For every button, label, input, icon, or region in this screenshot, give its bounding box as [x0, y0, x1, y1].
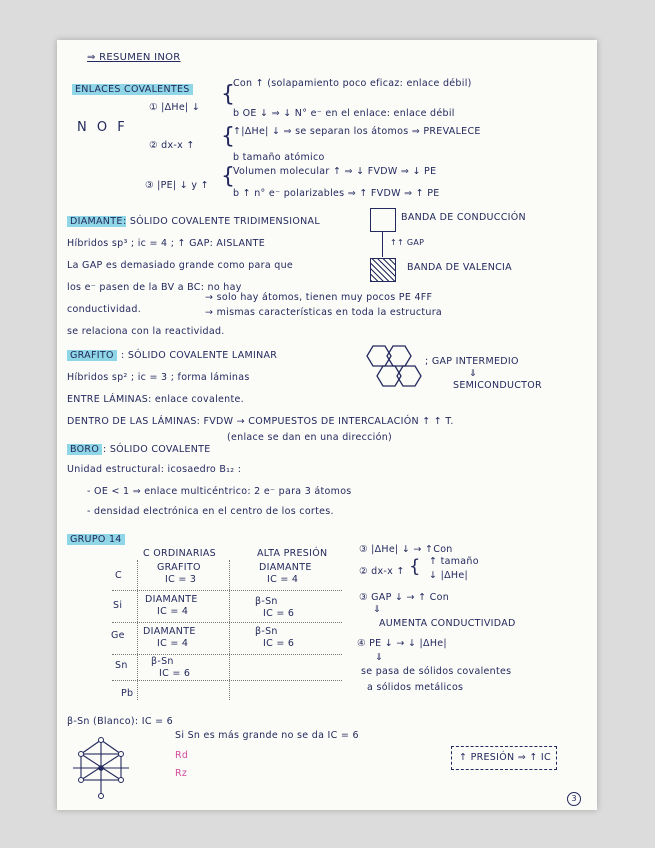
- grafito-gap2: SEMICONDUCTOR: [453, 380, 542, 391]
- diamante-l5a: → solo hay átomos, tienen muy pocos PE 4FF: [205, 292, 433, 303]
- brace-1: {: [221, 82, 235, 107]
- boro-l1: : SÓLIDO COVALENTE: [103, 444, 211, 455]
- row-ge-alt2: IC = 6: [263, 638, 295, 649]
- row-el-sn: Sn: [115, 660, 128, 671]
- row-c-alt1: DIAMANTE: [259, 562, 312, 573]
- trend-brace: {: [409, 556, 421, 577]
- trend-3b: AUMENTA CONDUCTIVIDAD: [379, 618, 516, 629]
- row-si-ord1: DIAMANTE: [145, 594, 198, 605]
- nof-label: N O F: [77, 120, 128, 135]
- octahedron-structure-icon: [73, 738, 133, 798]
- pressure-note: ↑ PRESIÓN ⇒ ↑ IC: [459, 752, 551, 763]
- trend-3-arrow: ⇓: [373, 604, 382, 615]
- diamante-l5: conductividad.: [67, 304, 142, 315]
- p1-a: Con ↑ (solapamiento poco eficaz: enlace débil): [233, 78, 472, 89]
- diamante-l2: Híbridos sp³ ; ic = 4 ; ↑ GAP: AISLANTE: [67, 238, 266, 249]
- beta-sn-l2: Si Sn es más grande no se da IC = 6: [175, 730, 359, 741]
- beta-sn-l1: β-Sn (Blanco): IC = 6: [67, 716, 174, 727]
- diamante-l5b: → mismas características en toda la estructura: [205, 307, 443, 318]
- diamante-l1: : SÓLIDO COVALENTE TRIDIMENSIONAL: [123, 216, 320, 227]
- row-c-ord1: GRAFITO: [157, 562, 201, 573]
- grafito-l5: (enlace se dan en una dirección): [227, 432, 393, 443]
- p1-b: b OE ↓ ⇒ ↓ N° e⁻ en el enlace: enlace débil: [233, 108, 455, 119]
- grafito-l2: Híbridos sp² ; ic = 3 ; forma láminas: [67, 372, 250, 383]
- table-row-line-4: [112, 680, 342, 681]
- trend-1: ③ |ΔHe| ↓ → ↑Con: [359, 544, 453, 555]
- grafito-heading: GRAFITO: [67, 350, 117, 361]
- trend-4c: a sólidos metálicos: [367, 682, 464, 693]
- diamante-l4: los e⁻ pasen de la BV a BC: no hay: [67, 282, 242, 293]
- gap-arrow-line: [382, 231, 383, 257]
- row-c-alt2: IC = 4: [267, 574, 299, 585]
- trend-4b: se pasa de sólidos covalentes: [361, 666, 512, 677]
- trend-4-arrow: ⇓: [375, 652, 384, 663]
- p2-label: ② dx-x ↑: [149, 140, 195, 151]
- rd-label: Rd: [175, 750, 189, 761]
- row-si-alt1: β-Sn: [255, 596, 278, 607]
- grafito-gap1: ; GAP INTERMEDIO: [425, 356, 519, 367]
- row-el-pb: Pb: [121, 688, 134, 699]
- band-conduction-label: BANDA DE CONDUCCIÓN: [401, 212, 526, 223]
- row-el-si: Si: [113, 600, 123, 611]
- grafito-l1: : SÓLIDO COVALENTE LAMINAR: [121, 350, 278, 361]
- trend-4: ④ PE ↓ → ↓ |ΔHe|: [357, 638, 447, 649]
- grafito-gap-arrow: ⇓: [469, 368, 478, 379]
- boro-heading: BORO: [67, 444, 102, 455]
- page-number: 3: [567, 792, 581, 806]
- table-row-line-1: [112, 590, 342, 591]
- page-title: ⇒ RESUMEN INOR: [87, 52, 181, 63]
- row-ge-ord2: IC = 4: [157, 638, 189, 649]
- table-divider-1: [137, 560, 138, 700]
- p2-b: b tamaño atómico: [233, 152, 325, 163]
- grupo14-heading: GRUPO 14: [67, 534, 125, 545]
- boro-l3: - OE < 1 ⇒ enlace multicéntrico: 2 e⁻ para 3 átomos: [87, 486, 352, 497]
- row-c-ord2: IC = 3: [165, 574, 197, 585]
- rz-label: Rz: [175, 768, 188, 779]
- diamante-l3: La GAP es demasiado grande como para que: [67, 260, 294, 271]
- boro-l2: Unidad estructural: icosaedro B₁₂ :: [67, 464, 242, 475]
- trend-2a: ↑ tamaño: [429, 556, 479, 567]
- col-ordinarias: C ORDINARIAS: [143, 548, 216, 559]
- gap-label: ↑↑ GAP: [390, 238, 425, 247]
- grafito-l3: ENTRE LÁMINAS: enlace covalente.: [67, 394, 244, 405]
- brace-3: {: [221, 164, 235, 189]
- row-sn-ord2: IC = 6: [159, 668, 191, 679]
- p3-label: ③ |PE| ↓ y ↑: [145, 180, 209, 191]
- diamante-l6: se relaciona con la reactividad.: [67, 326, 225, 337]
- row-sn-ord1: β-Sn: [151, 656, 174, 667]
- row-ge-ord1: DIAMANTE: [143, 626, 196, 637]
- table-row-line-2: [112, 622, 342, 623]
- band-valence-label: BANDA DE VALENCIA: [407, 262, 512, 273]
- table-divider-2: [229, 560, 230, 700]
- col-alta-presion: ALTA PRESIÓN: [257, 548, 328, 559]
- p2-a: ↑|ΔHe| ↓ ⇒ se separan los átomos ⇒ PREVALECE: [233, 126, 481, 137]
- trend-2b: ↓ |ΔHe|: [429, 570, 468, 581]
- p3-b: b ↑ n° e⁻ polarizables ⇒ ↑ FVDW ⇒ ↑ PE: [233, 188, 440, 199]
- valence-band-box: [370, 258, 396, 282]
- enlaces-heading: ENLACES COVALENTES: [72, 84, 193, 95]
- trend-2: ② dx-x ↑: [359, 566, 405, 577]
- diamante-heading: DIAMANTE: [67, 216, 126, 227]
- notebook-page: [57, 40, 597, 810]
- trend-3: ③ GAP ↓ → ↑ Con: [359, 592, 450, 603]
- hexagon-layers-icon: [359, 344, 421, 394]
- p1-label: ① |ΔHe| ↓: [149, 102, 201, 113]
- grafito-l4: DENTRO DE LAS LÁMINAS: FVDW → COMPUESTOS DE INTERCALACIÓN ↑ ↑ T.: [67, 416, 454, 427]
- table-row-line-3: [112, 654, 342, 655]
- conduction-band-box: [370, 208, 396, 232]
- boro-l4: - densidad electrónica en el centro de los cortes.: [87, 506, 334, 517]
- brace-2: {: [221, 124, 235, 149]
- row-si-ord2: IC = 4: [157, 606, 189, 617]
- p3-a: Volumen molecular ↑ ⇒ ↓ FVDW ⇒ ↓ PE: [233, 166, 437, 177]
- row-el-ge: Ge: [111, 630, 125, 641]
- row-si-alt2: IC = 6: [263, 608, 295, 619]
- row-ge-alt1: β-Sn: [255, 626, 278, 637]
- row-el-c: C: [115, 570, 122, 581]
